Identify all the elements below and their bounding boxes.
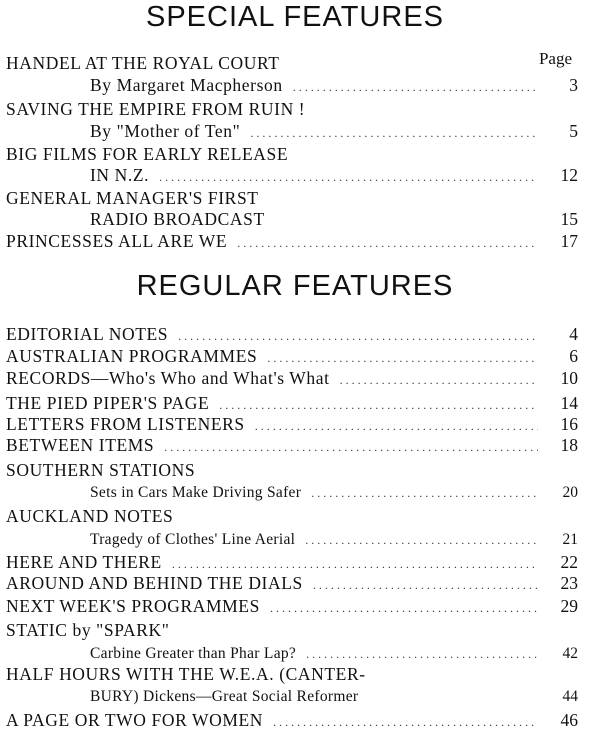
toc-entry	[6, 709, 578, 731]
toc-entry-sub	[90, 686, 578, 708]
toc-entry-sub	[90, 529, 578, 551]
page-number: 14	[560, 393, 578, 413]
regular-features-heading: REGULAR FEATURES	[136, 270, 454, 302]
page-number: 6	[569, 346, 578, 366]
toc-entry-sub	[90, 482, 578, 504]
leader-dots	[178, 325, 538, 347]
page-number: 44	[562, 688, 578, 705]
page-number: 4	[569, 324, 578, 344]
page-number: 18	[560, 435, 578, 455]
entry-title-cont: RADIO BROADCAST	[90, 209, 265, 229]
entry-subtitle: Tragedy of Clothes' Line Aerial	[90, 531, 296, 548]
page-column-label: Page	[538, 49, 572, 68]
entry-title: AUSTRALIAN PROGRAMMES	[6, 346, 258, 366]
toc-entry	[6, 345, 578, 367]
entry-title: HANDEL AT THE ROYAL COURT	[6, 53, 280, 73]
special-features-heading: SPECIAL FEATURES	[145, 1, 444, 33]
toc-entry	[6, 595, 578, 617]
entry-subtitle: BURY) Dickens—Great Social Reformer	[90, 688, 359, 705]
leader-dots	[293, 76, 538, 98]
leader-dots	[273, 711, 538, 733]
page-number: 46	[560, 710, 578, 730]
page-number: 15	[560, 209, 578, 229]
page-number: 23	[560, 573, 578, 593]
toc-entry-byline	[90, 120, 578, 142]
toc-entry	[6, 505, 578, 527]
toc-entry	[6, 551, 578, 573]
entry-byline: By "Mother of Ten"	[90, 121, 241, 141]
leader-dots	[313, 574, 538, 596]
entry-title: LETTERS FROM LISTENERS	[6, 414, 245, 434]
page-number: 3	[569, 75, 578, 95]
entry-title: AROUND AND BEHIND THE DIALS	[6, 573, 303, 593]
leader-dots	[311, 482, 538, 504]
entry-title: SOUTHERN STATIONS	[6, 460, 196, 480]
toc-entry	[6, 143, 578, 165]
entry-byline: By Margaret Macpherson	[90, 75, 283, 95]
leader-dots	[250, 122, 538, 144]
leader-dots	[267, 347, 538, 369]
toc-entry-continuation	[90, 164, 578, 186]
leader-dots	[237, 232, 538, 254]
page-number: 10	[560, 368, 578, 388]
toc-entry	[6, 619, 578, 641]
leader-dots	[306, 643, 538, 665]
page-number: 42	[562, 645, 578, 662]
toc-entry-byline	[90, 74, 578, 96]
toc-entry	[6, 187, 578, 209]
toc-entry	[6, 323, 578, 345]
leader-dots	[305, 529, 538, 551]
toc-entry-sub	[90, 643, 578, 665]
toc-entry	[6, 572, 578, 594]
entry-title: GENERAL MANAGER'S FIRST	[6, 188, 259, 208]
page-number: 29	[560, 596, 578, 616]
toc-entry	[6, 392, 578, 414]
entry-title: HALF HOURS WITH THE W.E.A. (CANTER-	[6, 664, 366, 684]
toc-entry	[6, 663, 578, 685]
leader-dots	[164, 436, 538, 458]
toc-entry	[6, 434, 578, 456]
entry-subtitle: Sets in Cars Make Driving Safer	[90, 484, 302, 501]
entry-title: STATIC by "SPARK"	[6, 620, 170, 640]
entry-title: RECORDS—Who's Who and What's What	[6, 368, 330, 388]
toc-entry	[6, 230, 578, 252]
toc-entry-continuation	[90, 208, 578, 230]
entry-title: PRINCESSES ALL ARE WE	[6, 231, 228, 251]
page-number: 21	[562, 531, 578, 548]
page-number: 16	[560, 414, 578, 434]
entry-title: HERE AND THERE	[6, 552, 162, 572]
entry-title: THE PIED PIPER'S PAGE	[6, 393, 210, 413]
page-number: 22	[560, 552, 578, 572]
page-number: 5	[569, 121, 578, 141]
entry-title: NEXT WEEK'S PROGRAMMES	[6, 596, 260, 616]
entry-title: A PAGE OR TWO FOR WOMEN	[6, 710, 264, 730]
leader-dots	[270, 597, 538, 619]
toc-entry	[6, 98, 578, 120]
leader-dots	[159, 166, 538, 188]
entry-title: EDITORIAL NOTES	[6, 324, 169, 344]
toc-entry	[6, 459, 578, 481]
entry-title: BETWEEN ITEMS	[6, 435, 155, 455]
entry-title-cont: IN N.Z.	[90, 165, 150, 185]
page-number: 12	[560, 165, 578, 185]
entry-title: SAVING THE EMPIRE FROM RUIN !	[6, 99, 306, 119]
leader-dots	[340, 369, 538, 391]
toc-entry	[6, 49, 578, 74]
entry-title: AUCKLAND NOTES	[6, 506, 174, 526]
entry-subtitle: Carbine Greater than Phar Lap?	[90, 645, 297, 662]
page-number: 20	[562, 484, 578, 501]
entry-title: BIG FILMS FOR EARLY RELEASE	[6, 144, 289, 164]
page-number: 17	[560, 231, 578, 251]
toc-entry	[6, 367, 578, 389]
toc-entry	[6, 413, 578, 435]
